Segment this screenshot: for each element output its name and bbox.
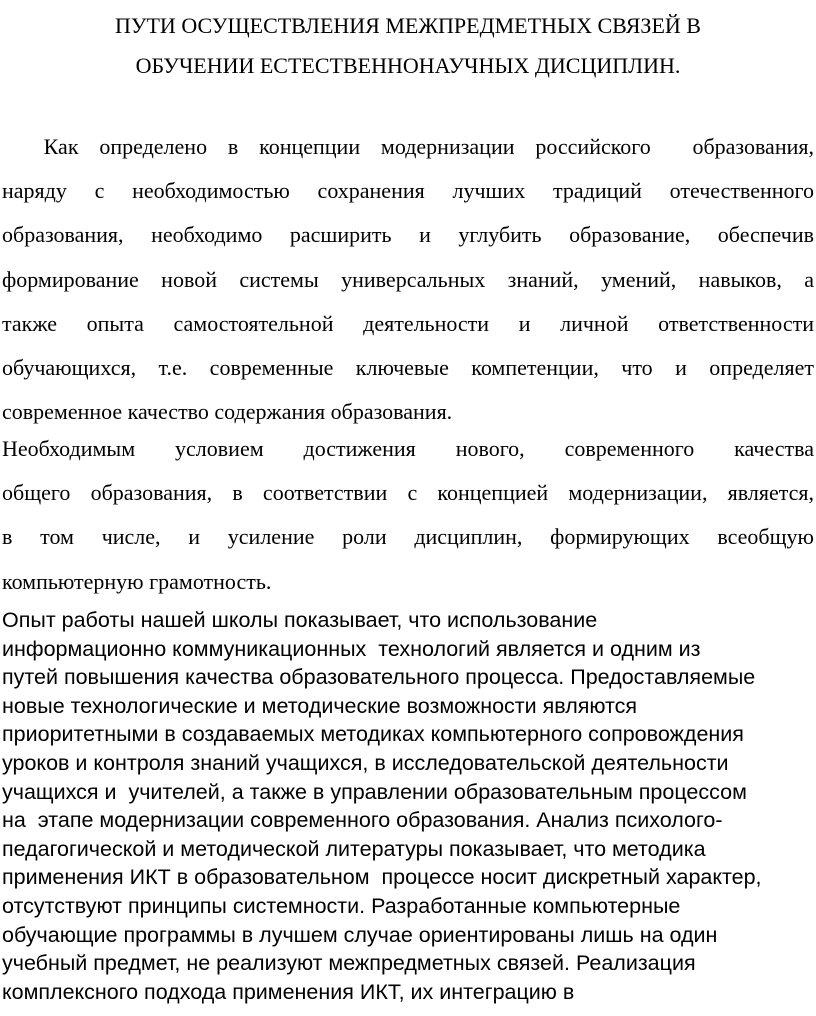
text-line: Необходимым условием достижения нового, современного качества [2,436,814,461]
text-line: комплексного подхода применения ИКТ, их интеграцию в [2,979,575,1004]
text-line: в том числе, и усиление роли дисциплин, формирующих всеобщую [2,524,814,550]
text-line: формирование новой системы универсальных знаний, умений, навыков, а [2,266,814,292]
text-line: приоритетными в создаваемых методиках компьютерного сопровождения [2,722,744,747]
document-title [0,6,816,86]
paragraph-necessary-condition [2,427,814,604]
text-line: путей повышения качества образовательного процесса. Предоставляемые [2,665,756,690]
text-line: также опыта самостоятельной деятельности и личной ответственности [2,310,814,336]
text-line: информационно коммуникационных технологий является и одним из [2,636,701,661]
text-line: новые технологические и методические возможности являются [2,693,638,718]
text-line: обучающие программы в лучшем случае ориентированы лишь на один [2,922,718,947]
text-line: учащихся и учителей, а также в управлении образовательным процессом [2,779,747,804]
text-line: Как определено в концепции модернизации российского образования, [2,134,814,159]
text-line: уроков и контроля знаний учащихся, в исследовательской деятельности [2,750,729,775]
text-line: современное качество содержания образования. [2,399,453,425]
text-line: образования, необходимо расширить и углубить образование, обеспечив [2,222,814,248]
text-line: обучающихся, т.е. современные ключевые компетенции, что и определяет [2,355,814,381]
paragraph-school-experience [2,606,814,1006]
text-line: Опыт работы нашей школы показывает, что использование [2,608,598,632]
text-line: учебный предмет, не реализуют межпредметных связей. Реализация [2,951,696,976]
text-line: педагогической и методической литературы показывает, что методика [2,836,706,861]
text-line: на этапе модернизации современного образования. Анализ психолого- [2,808,723,833]
title-line: ОБУЧЕНИИ ЕСТЕСТВЕННОНАУЧНЫХ ДИСЦИПЛИН. [135,53,681,78]
text-line: применения ИКТ в образовательном процессе носит дискретный характер, [2,865,762,890]
text-line: отсутствуют принципы системности. Разработанные компьютерные [2,893,681,918]
text-line: наряду с необходимостью сохранения лучших традиций отечественного [2,178,814,204]
text-line: компьютерную грамотность. [2,568,272,594]
text-line: общего образования, в соответствии с концепцией модернизации, является, [2,480,814,506]
title-line: ПУТИ ОСУЩЕСТВЛЕНИЯ МЕЖПРЕДМЕТНЫХ СВЯЗЕЙ В [115,13,701,38]
paragraph-modernization-concept [2,125,814,434]
